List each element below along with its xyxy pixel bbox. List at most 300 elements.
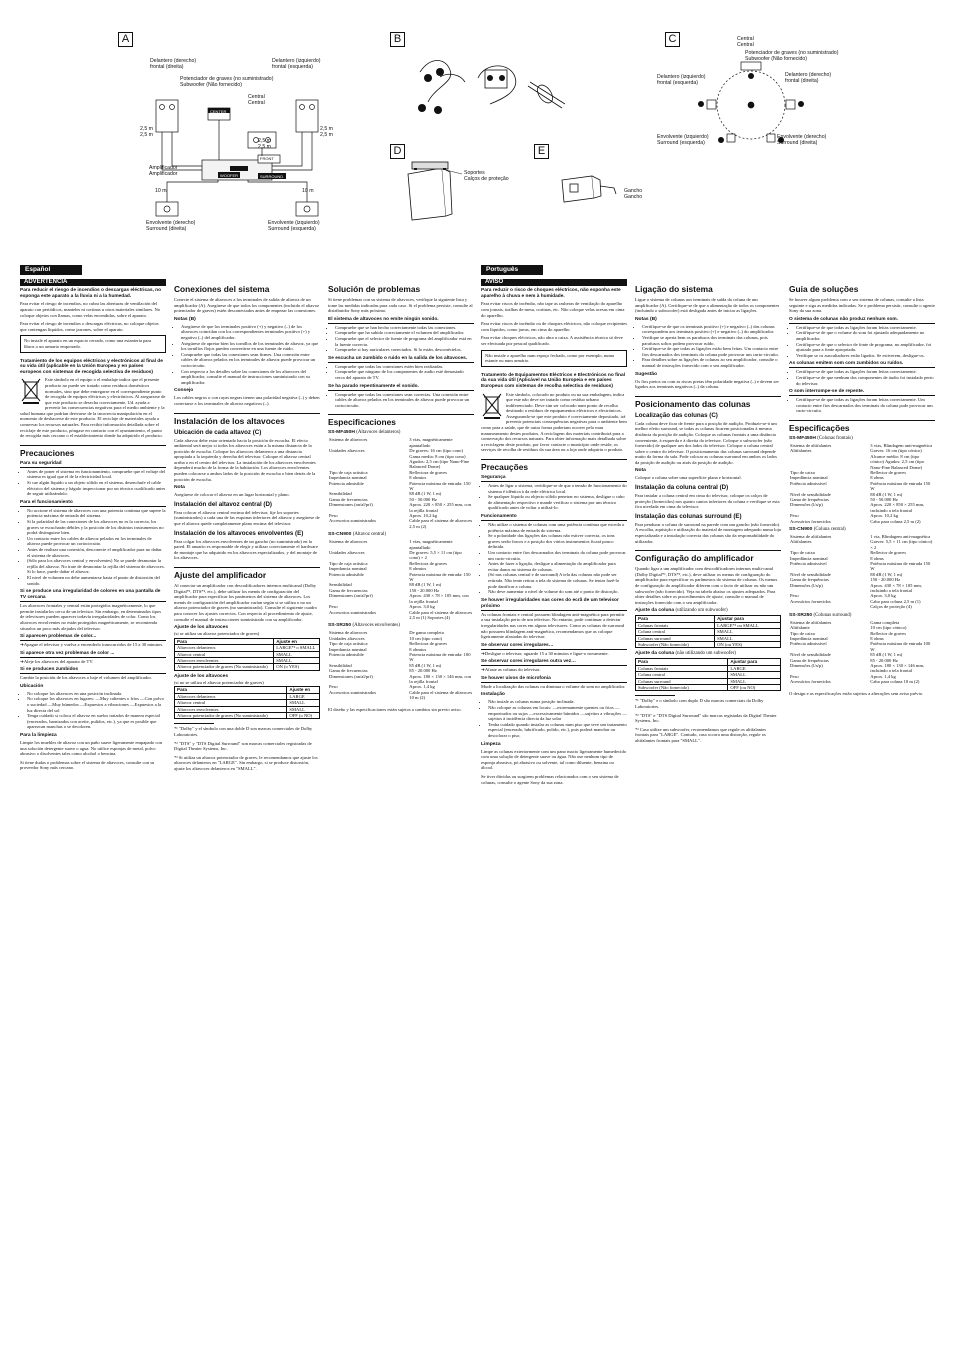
pt-warning-title: AVISO: [481, 279, 627, 287]
es-spec-note: El diseño y las especificaciones están sujetos a cambios sin previo aviso.: [328, 706, 462, 712]
table-row: Impedancia nominal 8 ohmios: [329, 646, 427, 652]
table-row: Altavoces envolventes SMALL: [175, 706, 320, 712]
es-weee-title: Tratamiento de los equipos eléctricos y electrónicos al final de su vida útil (aplicable en la Unión Europea y en países europeos con sistemas de recogida selectiva de residuos): [20, 358, 163, 375]
es-conn-tip-heading: Consejo: [174, 388, 194, 394]
table-row: Gama de frecuencias 85 - 20.000 Hz: [329, 668, 437, 674]
es-warning-box: No instale el aparato en un espacio cerrado, como una estantería para libros o un armario empotrado.: [20, 335, 166, 352]
figure-b-diagram: [390, 32, 590, 142]
pt-spec-sr250-table: [789, 620, 935, 685]
es-warning-p2: Para evitar el riesgo de incendios o descargas eléctricas, no coloque objetos que contengan líquidos, como jarrones, sobre el aparato.: [20, 321, 159, 332]
table-row: Dimensiones (an/al/prf) Aprox. 180 × 130 × 146 mm, con la rejilla frontal: [329, 673, 472, 684]
list-item: • Asegúrese de que los terminales positivo (+) y negativo (–) de los altavoces coincidan con los correspondientes terminales positivo (+) y negativo (–) del amplificador.: [181, 324, 320, 341]
pt-precautions-title: Precauções: [481, 462, 529, 473]
es-installation-title: Instalación de los altavoces: [174, 415, 285, 426]
table-row: Altavoz central SMALL: [175, 651, 320, 657]
pt-warning-p3: Para evitar choques eléctricos, não abra a caixa. A assistência técnica só deve ser efectuada por pessoal qualificado.: [481, 335, 623, 346]
es-spec-mf450h-table: [328, 437, 474, 529]
es-language-label: Español: [20, 265, 82, 275]
pt-amp-table-1: [635, 615, 781, 648]
model-subtitle: (Colunas frontais): [817, 435, 853, 441]
pt-warning-p1: Para evitar riscos de incêndio, não tape as rasheras de ventilação do aparelho com jornais, toalhas de mesa, cortinas, etc. Não coloque velas acesas em cima do aparelho.: [481, 301, 625, 318]
pt-warning-box: Não instale o aparelho num espaço fechado, como por exemplo, numa estante ou num armário.: [481, 350, 627, 367]
list-item: • Compruebe que ninguno de los componentes de audio esté demasiado cerca del aparato de TV.: [335, 369, 474, 380]
list-item: • Certifique-se de que o volume do som foi ajustado adequadamente no amplificador.: [796, 330, 935, 341]
es-prec-safety-heading: Para su seguridad: [20, 461, 166, 468]
pt-language-label: Português: [481, 265, 543, 275]
pt-inst-note-text: Coloque a coluna sobre uma superfície plana e horizontal.: [635, 475, 742, 481]
table-row: Nível de sensibilidade 85 dB (1 W, 1 m): [790, 652, 903, 658]
pt-amp-footnote-2: *² "DTS" e "DTS Digital Surround" são marcas registadas da Digital Theater Systems, Inc.: [635, 712, 777, 724]
pt-cleaning-text-2: Se tiver dúvidas ou surgirem problemas relacionados com o seu sistema de colunas, consulte o agente Sony da sua zona.: [481, 774, 619, 785]
fig-a-front-right-label: Delantero (derecho) frontal (direita): [150, 58, 197, 70]
fig-c-front-right-label: Delantero (derecho) frontal (direita): [785, 72, 832, 84]
list-item: • Se qualquer líquido ou objecto sólido penetrar no sistema, desligue o cabo de alimentação respectivo e mande verificar o sistema por um técnico qualificado antes de voltar a utilizá-lo.: [488, 494, 627, 511]
list-item: • Se a polaridade das ligações das colunas não estiver correcta, os tons graves serão fracos e a posição dos vários instrumentos ficará pouco definida.: [488, 533, 627, 550]
table-row: Impedancia nominal 8 ohmios: [329, 566, 427, 572]
pt-trouble-h3: O som interrompe-se de repente.: [789, 389, 935, 396]
model-subtitle: (Coluna central): [813, 527, 846, 532]
table-row: Sensibilidad 88 dB (1 W, 1 m): [329, 491, 442, 497]
es-amp-table1-subtitle: (si se utiliza un altavoz potenciador de graves): [174, 631, 260, 637]
pt-amp-table2-heading: Ajuste da coluna (não utilizando um subwoofer): [635, 651, 736, 657]
es-column-2: [174, 283, 320, 775]
pt-inst-center-heading: Instalação da coluna central (D): [635, 484, 729, 492]
list-item: • Certifique-se de que todas as ligações estão bem feitas. Um contacto entre fios descarnados dos terminais da coluna pode provocar um curto-circuito.: [642, 346, 781, 357]
es-location-list: [20, 691, 166, 730]
fig-a-amplifier-label: Amplificador Amplificador: [149, 165, 178, 177]
pt-trouble-h1: O sistema de colunas não produz nenhum som.: [789, 317, 935, 324]
es-inst-note-text: Asegúrese de colocar el altavoz en un lugar horizontal y plano.: [174, 492, 290, 498]
table-row: Accesorios suministrados Cable para el sistema de altavoces 2,5 m (2): [329, 518, 473, 529]
table-row: Gama de frequências 150 - 20.000 Hz: [790, 577, 901, 583]
table-row: Altavoces envolventes SMALL: [175, 657, 320, 663]
table-row: Altavoz central SMALL: [175, 700, 320, 706]
table-header: Ajuste en: [287, 687, 320, 693]
es-inst-surround-text: Para colgar los altavoces envolventes de un gancho (no suministrado) en la pared. El anuario es responsable de elegir y utilizar correctamente el hardware de montaje que ha adquirido en los altavoces especializados, y del montaje de los altavoces.: [174, 538, 318, 561]
es-irregularity-text: Los altavoces frontales y central están protegidos magnéticamente, lo que permite instalarlos cerca de un televisor. Sin embargo, en determinados tipos de televisores pueden aparecer todavía irregularidades de color. Como los altavoces envolventes no están protegidos magnéticamente, se recomienda situarlos un poco más alejados del televisor.: [20, 603, 162, 631]
table-row: Dimensões (l/a/p) Aprox. 220 × 850 × 255 mm, incluindo a tela frontal: [790, 502, 925, 513]
figure-c-letter: C: [665, 32, 680, 47]
table-row: Tipo de caixa Reflector de graves: [790, 550, 907, 556]
table-row: Tipo de caja acústica Reflectora de graves: [329, 469, 448, 475]
es-irregularity-t2: ➔Aleje los altavoces del aparato de TV.: [20, 658, 94, 664]
es-amp-footnote-1: *¹ "Dolby" y el símbolo con una doble D son marcas comerciales de Dolby Laboratories.: [174, 726, 313, 737]
table-row: Peso Aprox. 3,0 kg: [329, 604, 435, 610]
fig-a-distance-center: 2,5 m 2,5 m: [258, 138, 271, 150]
es-amp-table-1: [174, 638, 320, 671]
table-row: Potencia admisible Potencia máxima de entrada: 150 W: [329, 571, 471, 583]
fig-a-terminal-front: FRONT: [260, 156, 274, 161]
list-item: • Si la polaridad de las conexiones de los altavoces no es la correcta, los graves se escucharán débiles y la posición de los distintos instrumentos no podrá distinguirse bien.: [27, 519, 166, 536]
table-row: Peso Aprox. 1,4 kg: [329, 684, 435, 690]
list-item: • Compruebe que se han hecho correctamente todas las conexiones.: [335, 325, 474, 331]
list-item: • El nivel de volumen no debe aumentarse hasta el punto de distorsión del sonido.: [27, 575, 166, 586]
fig-a-subwoofer-label: Potenciador de graves (no suministrado) Subwoofer (Não fornecido): [180, 76, 274, 88]
table-row: Tipo de caixa Reflector de graves: [790, 630, 907, 636]
table-row: Peso Aprox. 3,0 kg: [790, 593, 896, 599]
es-cleaning-text-2: Si tiene dudas o problemas sobre el sistema de altavoces, consulte con su proveedor Sony más cercano.: [20, 759, 155, 771]
fig-a-front-left-label: Delantero (izquierdo) frontal (esquerda): [272, 58, 321, 70]
es-conn-notes-heading: Notas (B): [174, 316, 196, 322]
es-spec-sr250-table: [328, 630, 474, 700]
list-item: • Não coloque as colunas em locais: —extremamente quentes ou frios —empoeirados ou sujos —excessivamente húmidos —sujeitos a vibrações —sujeitos à incidência directa da luz solar: [488, 705, 627, 722]
pt-weee-text: Este símbolo, colocado no produto ou na sua embalagem, indica que este não deve ser tratado como resíduo urbano indiferenciado. Deve sim ser colocado num ponto de recolha destinado a resíduos de equipamentos eléctricos e electrónicos. Assegurando-se que este produto é correctamente depositado, irá prevenir potenciais consequências negativas para o ambiente bem como para a saúde, que de outra forma poderiam ocorrer pelo mau manuseamento destes produtos. A reciclagem dos materiais contribuirá para a conservação dos recursos naturais. Para obter informação mais detalhada sobre a reciclagem deste produto, por favor contacte o município onde reside, os serviços de recolha de resíduos da sua área ou a loja onde adquiriu o produto.: [481, 391, 627, 453]
table-row: Colunas surround SMALL: [636, 678, 781, 684]
list-item: • Tenga cuidado si coloca el altavoz en suelos tratados de manera especial (encerados, barnizados con aceite, pulidos, etc.), ya que es posible que aparezcan manchas o se decoloren.: [27, 713, 166, 730]
pt-troubleshooting-intro: Se houver algum problema com o seu sistema de colunas, consulte a lista seguinte e siga as medidas indicadas. Se o problema persistir, consulte o agente Sony da sua zona.: [789, 297, 935, 314]
table-row: Impedância nominal 8 ohms: [790, 475, 884, 481]
table-row: Potência admissível Potência máxima de entrada 100 W: [790, 641, 931, 652]
table-row: Potência admissível Potência máxima de entrada 150 W: [790, 480, 931, 492]
list-item: • Verifique se aperta bem os parafusos dos terminais das colunas, pois parafusos soltos podem provocar ruído.: [642, 335, 781, 346]
table-row: Altavoces delanteros LARGE: [175, 693, 320, 699]
es-inst-location-heading: Ubicación de cada altavoz (C): [174, 428, 262, 436]
es-warning-bold: Para reducir el riesgo de incendios o descargas eléctricas, no exponga este aparato a la lluvia ni a la humedad.: [20, 288, 162, 299]
list-item: • Certifique-se de que o selector de fonte de programa, no amplificador, foi ajustado para a fonte apropriada.: [796, 342, 935, 353]
pt-cleaning-heading: Limpeza: [481, 741, 501, 747]
fig-a-center-label: Central Central: [248, 94, 265, 106]
pt-amplifier-text: Quando ligar a um amplificador com descodificadores internos multi-canal (Dolby Digital*¹, DTS*², etc.), deve utilizar os menus de configuração do amplificador para especificar os parâmetros do sistema de colunas. Os menus de configuração do amplificador diferem com o facto de utilizar ou não um subwoofer (não fornecido). Veja na tabela abaixo os ajustes adequados. Para obter detalhes sobre os procedimentos de ajuste, consulte o manual de instruções fornecido com o seu amplificador.: [635, 566, 778, 605]
es-warning-title: ADVERTENCIA: [20, 279, 166, 287]
es-troubleshooting-title: Solución de problemas: [328, 284, 421, 294]
table-row: Subwoofer (Não fornecido) ON (ou YES): [636, 642, 781, 648]
pt-inst-location-heading: Localização das colunas (C): [635, 411, 718, 419]
list-item: • Certifique-se de que todas as ligações foram feitas correctamente.: [796, 325, 935, 331]
pt-conn-notes-heading: Notas (B): [635, 316, 657, 322]
model-subtitle: (Altavoz central): [352, 532, 387, 538]
list-item: • Tenha cuidado quando instalar as colunas num piso que teve um tratamento especial (encerado, lubrificado, polido, etc.), pois poderá manchar ou descolorar o piso.: [488, 722, 627, 739]
pt-irregularity-text: As colunas frontais e central possuem blindagem anti-magnética para permitir a sua instalação perto de um televisor. No entanto, pode continuar a detectar irregularidades nas cores em alguns televisores. Como as colunas de surround não possuem blindagem anti-magnética, recomendamos que as coloque ligeiramente afastadas do televisor.: [481, 611, 625, 640]
table-row: Coluna central SMALL: [636, 672, 781, 678]
list-item: • Con respecto a los detalles sobre las conexiones de los altavoces del amplificador, consulte el manual de instrucciones suministrado con su amplificador.: [181, 369, 320, 386]
table-row: Colunas frontais LARGE: [636, 665, 781, 671]
es-spec-mf450h-heading: [328, 430, 474, 436]
table-header: Para: [636, 616, 715, 622]
fig-c-surround-left-label: Envolvente (izquierdo) Surround (esquerda): [657, 134, 709, 146]
list-item: • Si cae algún líquido o un objeto sólido en el sistema, desenchufe el cable eléctrico del sistema y hágalo inspeccionar por un técnico cualificado antes de seguir utilizándolo.: [27, 480, 166, 497]
es-amp-table2-title: Ajuste de los altavoces: [174, 673, 229, 679]
pt-irregularity-heading: Se houver irregularidades nas cores do ecrã de um televisor próximo: [481, 598, 627, 611]
list-item: • Compruebe que todas las conexiones sean firmes. Una conexión entre cables de altavoz pelados en los terminales de altavoz puede provocar un cortocircuito.: [181, 352, 320, 369]
es-specifications-title: Especificaciones: [328, 417, 396, 428]
es-conn-tip-text: Los cables negros o con rayas negras tienen una polaridad negativa (–) y deben conectarse a los terminales de altavoz negativos (–).: [174, 395, 320, 406]
table-row: Acessórios fornecidos Cabo para coluna 2,5 m (1) Calços de proteção (4): [790, 598, 921, 610]
figure-e-diagram: [534, 144, 654, 224]
model-name: SS-CN900: [789, 527, 813, 532]
es-spec-cn900-table: [328, 539, 474, 620]
pt-irregularity-t2: ➔Afaste as colunas do televisor.: [481, 667, 541, 673]
es-cleaning-heading: Para la limpieza: [20, 733, 57, 739]
list-item: • Um contacto entre fios descarnados dos terminais da coluna pode provocar um curto-circuito.: [488, 550, 627, 561]
pt-spec-cn900-heading: [789, 527, 935, 533]
table-row: Accesorios suministrados Cable para el sistema de altavoces 10 m (2): [329, 689, 473, 701]
table-row: Sensibilidad 88 dB (1 W, 1 m): [329, 582, 442, 588]
pt-location-heading: Instalação: [481, 692, 505, 698]
list-item: • Compruebe si hay auriculares conectados. Si lo están, desconéctelos.: [335, 347, 474, 353]
pt-trouble-h2: As colunas emitem som com zumbidos ou ruídos.: [789, 361, 935, 368]
es-column-3: [328, 283, 474, 715]
weee-bin-icon: [481, 392, 503, 420]
es-spec-sr250-heading: [328, 623, 474, 629]
figure-d-letter: D: [390, 144, 405, 159]
list-item: • Para detalhes sobre as ligações de colunas ao seu amplificador, consulte o manual de instruções fornecido com o seu amplificador.: [642, 357, 781, 368]
table-row: Sistema de altifalantes 3 vias, Blindagem anti-magnética: [790, 442, 933, 448]
pt-prec-op-list: [481, 522, 627, 595]
table-row: Dimensões (l/a/p) Aprox. 430 × 78 × 105 mm, incluindo a tela frontal: [790, 582, 922, 594]
figure-e-letter: E: [534, 144, 549, 159]
pt-trouble-list-2: [789, 369, 935, 386]
table-row: Nível de sensibilidade 88 dB (1 W, 1 m): [790, 491, 903, 497]
table-row: Altavoces delanteros LARGE*³ o SMALL: [175, 645, 320, 651]
es-inst-note-heading: Nota: [174, 485, 185, 491]
table-header: Para: [175, 638, 274, 644]
es-prec-op-heading: Para el funcionamiento: [20, 500, 166, 507]
table-row: Coluna central SMALL: [636, 629, 781, 635]
pt-troubleshooting-title: Guia de soluções: [789, 284, 859, 294]
pt-conn-notes-list: [635, 324, 781, 369]
table-row: Peso Aprox. 1,4 kg: [790, 673, 896, 679]
table-row: Colunas frontais LARGE*³ ou SMALL: [636, 622, 781, 628]
model-name: SS-MF450H: [328, 430, 355, 436]
table-row: Sistema de altavoces De gama completa: [329, 630, 444, 636]
list-item: • Compruebe que ha subido correctamente el volumen del amplificador.: [335, 330, 474, 336]
es-location-heading: Ubicación: [20, 683, 44, 689]
fig-c-subwoofer-label: Potenciador de graves (no suministrado) Subwoofer (Não fornecido): [745, 50, 839, 62]
table-row: Unidades altavoces De graves: 16 cm (tipo cono) Gama media: 8 cm (tipo cono) Agudos: 2,5 cm (tipo Nano-Fine Balanced Dome): [329, 448, 470, 470]
es-amp-table-2: [174, 686, 320, 719]
pt-inst-surround-text: Para pendurar a coluna de surround na parede com um gancho (não fornecido). A escolha, aquisição e utilização do material de montagem adequado numa loja especializada e a instalação correcta das colunas são da responsabilidade do utilizador.: [635, 521, 781, 544]
es-amp-footnote-2: *² "DTS" y "DTS Digital Surround" son marcas comerciales registradas de Digital Theater Systems, Inc.: [174, 740, 312, 752]
list-item: • Asegúrese de apretar bien los tornillos de los terminales de altavoz, ya que los tornillos flojos pueden convertirse en una fuente de ruido.: [181, 341, 320, 352]
pt-amp-table1-heading: Ajuste da coluna (utilizando um subwoofer): [635, 608, 728, 614]
model-name: SS-SR250: [789, 612, 813, 618]
weee-bin-icon: [20, 377, 42, 405]
list-item: • Compruebe que todas las conexiones sean correctas. Una conexión entre cables de altavoz pelados en los terminales de altavoz puede provocar un cortocircuito.: [335, 392, 474, 409]
pt-howl-heading: Se houver uivos de microfonia: [481, 676, 627, 683]
fig-a-distance-10-right: 10 m: [302, 188, 314, 194]
pt-irregularity-h1: Se observar cores irregulares…: [481, 643, 627, 650]
model-subtitle: (Altavoces envolventes): [352, 623, 400, 629]
list-item: • Certifique-se de que todas as ligações foram feitas correctamente.: [796, 369, 935, 375]
table-row: Impedância nominal 8 ohms: [790, 555, 884, 561]
es-connections-title: Conexiones del sistema: [174, 284, 270, 294]
table-row: Sensibilidad 85 dB (1 W, 1 m): [329, 662, 442, 668]
pt-amp-table-2: [635, 658, 781, 691]
table-row: Tipo de caixa Reflector de graves: [790, 469, 907, 475]
es-spec-cn900-heading: [328, 532, 474, 538]
list-item: • Compruebe que el selector de fuente de programa del amplificador está en la fuente correcta.: [335, 336, 474, 347]
table-header: Ajustar para: [715, 616, 781, 622]
pt-amp-footnote-3: *³ Caso utilize um subwoofer, recomendamos que regule os altifalantes frontais para "LARGE". Contudo, caso ocorra uma distorção, regule os altifalantes frontais para "SMALL".: [635, 726, 767, 743]
table-row: Peso Aprox. 10,2 kg: [329, 513, 438, 518]
es-irregularity-heading: Si se produce una irregularidad de colores en una pantalla de TV cercana: [20, 589, 166, 602]
list-item: • Não deve aumentar o nível de volume do som até o ponto de distorção.: [488, 589, 627, 595]
pt-column-1: [481, 265, 627, 788]
es-irregularity-h1: Si aparecen problemas de color...: [20, 634, 166, 641]
pt-spec-note: O design e as especificações estão sujeitos a alterações sem aviso prévio.: [789, 690, 924, 696]
model-subtitle: (Colunas surround): [813, 612, 852, 618]
list-item: • Compruebe que todas las conexiones estén bien realizadas.: [335, 364, 474, 370]
list-item: • Antes de realizar una conexión, desconecte el amplificador para no dañar el sistema de altavoces.: [27, 547, 166, 558]
table-row: Tipo de caja acústica Reflectora de graves: [329, 641, 448, 647]
table-header: Ajustar para: [728, 659, 781, 665]
table-row: Sistema de altifalantes 1 via, Blindagem anti-magnética: [790, 534, 931, 539]
es-amp-table1-title: Ajuste de los altavoces: [174, 625, 229, 631]
pt-spec-cn900-table: [789, 534, 935, 610]
es-column-1: [20, 265, 166, 774]
pt-column-2: [635, 283, 781, 747]
pt-weee-title: Tratamento de Equipamentos Eléctricos e Electrónicos no final da sua vida útil (Aplicável na União Europeia e em países Europeus com sistemas de recolha selectiva de resíduos): [481, 372, 625, 389]
figure-d-diagram: [390, 144, 530, 224]
table-row: Colunas surround SMALL: [636, 635, 781, 641]
table-row: Acessórios fornecidos Cabo para coluna 10 m (2): [790, 679, 920, 685]
pt-prec-safety-heading: Segurança: [481, 475, 627, 482]
list-item: • Não utilize o sistema de colunas com uma potência contínua que exceda a potência máxima de entrada do sistema.: [488, 522, 627, 533]
table-row: Sistema de altifalantes Gama completa: [790, 619, 900, 625]
es-prec-op-list: [20, 508, 166, 586]
figure-d: [390, 144, 530, 224]
table-row: Unidades altavoces 10 cm (tipo cono): [329, 635, 443, 641]
es-connections-text: Conecte el sistema de altavoces a los terminales de salida de altavoz de un amplificador (A). Asegúrese de que todos los componentes (incluido el altavoz potenciador de graves) estén desconectados antes de empezar las conexiones.: [174, 297, 320, 314]
pt-inst-surround-heading: Instalação das colunas surround (E): [635, 512, 742, 520]
fig-c-front-left-label: Delantero (izquierdo) frontal (esquerda): [657, 74, 706, 86]
pt-trouble-list-3: [789, 397, 935, 414]
table-row: Potência admissível Potência máxima de entrada 150 W: [790, 561, 931, 572]
list-item: • Certifique-se de que nenhum dos componentes de áudio foi instalado perto do televisor.: [796, 375, 935, 386]
table-row: Sistema de altavoces 3 vías, magnéticamente apantallado: [329, 437, 453, 448]
table-row: Gama de frequências 85 - 20.000 Hz: [790, 657, 898, 663]
table-row: Gama de frecuencias 150 - 20.000 Hz: [329, 587, 440, 593]
es-trouble-h1: El sistema de altavoces no emite ningún sonido.: [328, 317, 474, 324]
table-row: Altifalante 10 cm (tipo cónico): [790, 625, 907, 631]
table-row: Potencia admisible Potencia máxima de entrada: 150 W: [329, 480, 471, 491]
list-item: • (Sólo para los altavoces central y envolventes) No se puede desmontar la rejilla del altavoz. No trate de desmontar la rejilla del sistema de altavoces. Si lo hace, puede dañar el altavoz.: [27, 558, 166, 575]
list-item: • Antes de fazer a ligação, desligue a alimentação do amplificador para evitar danos no sistema de colunas.: [488, 561, 627, 572]
table-row: Acessórios fornecidos Cabo para coluna 2,5 m (2): [790, 518, 921, 524]
pt-trouble-list-1: [789, 325, 935, 359]
table-row: Subwoofer (Não fornecido) OFF (ou NO): [636, 685, 781, 691]
figure-c: [657, 32, 895, 152]
table-row: Dimensões (l/a/p) Aprox. 180 × 130 × 146 mm, incluindo a tela frontal: [790, 662, 925, 674]
es-inst-center-text: Para colocar el altavoz central encima del televisor, fije los soportes (suministrados) a cada una de las esquinas inferiores del altavoz y asegúrese de que el altavoz quede completamente plano encima del televisor.: [174, 509, 320, 527]
es-trouble-list-1: [328, 325, 474, 353]
table-row: Altifalantes Graves: 16 cm (tipo cónico) Alcance médio: 8 cm (tipo cónico) Agudos: 2,5 cm (tipo Nano-Fine Balanced Dome): [790, 448, 925, 470]
list-item: • Antes de poner el sistema en funcionamiento, compruebe que el voltaje del sistema es igual que el de la electricidad local.: [27, 469, 166, 480]
pt-installation-title: Posicionamento das colunas: [635, 398, 751, 409]
pt-inst-note-heading: Nota: [635, 468, 646, 474]
pt-inst-location-text: Cada coluna deve ficar de frente para a posição de audição. Produzir-se-á um melhor efeito surround, se todas as colunas ficarem posicionadas à mesma distância da posição de audição. Coloque as colunas frontais a uma distância conveniente, à esquerda e à direita do televisor. Coloque o subwoofer (não fornecido) de qualquer um dos lados do televisor. Coloque a coluna central sobre o centro do televisor. O posicionamento das colunas surround depende muito da forma da sala. Pode colocar as colunas surround em ambos os lados da posição de audição ou atrás da posição de audição.: [635, 420, 777, 465]
model-name: SS-CN900: [328, 532, 352, 538]
fig-a-terminal-surround: SURROUND: [260, 174, 284, 179]
list-item: • No coloque los altavoces en una posición inclinada.: [27, 691, 166, 697]
pt-amp-footnote-1: *¹ "Dolby" e o símbolo com duplo D são marcas comerciais da Dolby Laboratories.: [635, 698, 764, 710]
figure-b: [390, 32, 590, 142]
es-cleaning-text: Limpie los muebles de altavoz con un paño suave ligeramente empapado con una solución detergente suave o agua. No utilice esponjas de metal, polvo abrasivo o disolventes tales como alcohol o bencina.: [20, 740, 162, 757]
table-row: Potencia admisible Potencia máxima de entrada: 100 W: [329, 651, 471, 663]
table-row: Altavoz potenciador de graves (No suministrado) ON (o YES): [175, 664, 320, 670]
table-row: Altifalantes Graves: 5,5 × 11 cm (tipo cónico) × 2: [790, 539, 933, 550]
list-item: • Não instale as colunas numa posição inclinada.: [488, 699, 627, 705]
fig-a-distance-10-left: 10 m: [155, 188, 167, 194]
fig-e-hook-label: Gancho Gancho: [624, 188, 643, 200]
pt-spec-sr250-heading: [789, 613, 935, 619]
pt-specifications-title: Especificações: [789, 422, 850, 433]
table-header: Ajuste en: [274, 638, 320, 644]
pt-spec-mf450h-table: [789, 443, 935, 524]
list-item: • No accione el sistema de altavoces con una potencia continua que supere la potencia máxima de entrada del sistema.: [27, 508, 166, 519]
pt-prec-op-heading: Funcionamento: [481, 514, 627, 521]
table-row: Tipo de caja acústica Reflectora de graves: [329, 560, 448, 566]
es-howl-text: Cambie la posición de los altavoces o baje el volumen del amplificador.: [20, 675, 152, 681]
table-row: Altavoz potenciador de graves (No suministrado) OFF (o NO): [175, 713, 320, 719]
fig-a-surround-left-label: Envolvente (izquierdo) Surround (esquerda): [268, 220, 320, 232]
pt-prec-safety-list: [481, 483, 627, 511]
pt-warning-p2: Para evitar riscos de incêndio ou de choques eléctricos, não coloque recipientes com líquidos, como jarras, em cima do aparelho.: [481, 321, 627, 332]
pt-connections-title: Ligação do sistema: [635, 284, 713, 294]
es-conn-notes-list: [174, 324, 320, 386]
es-trouble-h3: Se ha parado repentinamente el sonido.: [328, 384, 474, 391]
es-trouble-list-3: [328, 392, 474, 409]
list-item: • No coloque los altavoces en lugares: —Muy calientes o fríos —Con polvo o suciedad —Muy húmedos —Expuestos a vibraciones —Expuestos a la luz directa del sol: [27, 696, 166, 713]
pt-spec-mf450h-heading: [789, 436, 935, 442]
table-row: Gama de frequências 50 - 50.000 Hz: [790, 496, 898, 502]
pt-amplifier-title: Configuração do amplificador: [635, 553, 754, 564]
pt-connections-text: Ligue o sistema de colunas aos terminais de saída da coluna de um amplificador (A). Certifique-se de que a alimentação de todos os componentes (incluindo o subwoofer) está desligada antes de iniciar as ligações.: [635, 297, 780, 314]
es-amp-footnote-3: *³ Si utiliza un altavoz potenciador de graves, le recomendamos que ajuste los altavoces delanteros en "LARGE". Sin embargo, si se produce distorsión, ajuste los altavoces delanteros en "SMALL".: [174, 754, 318, 771]
pt-cleaning-text: Limpe as colunas exteriormente com um pano macio ligeiramente humedecido com uma solução de detergente suave ou água. Não use nenhum tipo de esponja abrasiva, pó abrasivo ou solvente, tal como diluente, benzina ou álcool.: [481, 748, 627, 771]
fig-a-terminal-center: CENTER: [210, 109, 227, 114]
es-amplifier-text: Al conectar un amplificador con descodificadores internos multicanal (Dolby Digital*¹, DTS*², etc.), debe utilizar los menús de configuración del amplificador para especificar los parámetros del sistema de altavoces. Los menús de configuración del amplificador varían según si se utiliza o no un altavoz potenciador de graves (no suministrado). Consulte el siguiente cuadro para conocer los ajustes correctos. Con respecto al procedimiento de ajuste, consulte el manual de instrucciones suministrado con su amplificador.: [174, 583, 317, 622]
pt-conn-tip-heading: Sugestão: [635, 371, 658, 377]
es-inst-location-text: Cada altavoz debe estar orientado hacia la posición de escucha. El efecto ambiental será mejor si todos los altavoces están a la misma distancia de la posición de escucha. Coloque los altavoces delanteros a una distancia apropiada a la izquierda y derecha del televisor. Coloque el altavoz central arriba o en el centro del televisor. La instalación de los altavoces envolventes dependerá mucho de la forma de la habitación. Los altavoces envolventes pueden colocarse a ambos lados de la posición de escucha o bien detrás de la posición de escucha.: [174, 437, 316, 482]
es-trouble-h2: Se escucha un zumbido o ruido en la salida de los altavoces.: [328, 356, 474, 363]
table-row: Sistema de altavoces 1 vías, magnéticamente apantallado: [329, 539, 453, 550]
table-header: Para: [636, 659, 728, 665]
figure-b-letter: B: [390, 32, 405, 47]
pt-irregularity-h2: Se observar cores irregulares outra vez…: [481, 659, 627, 666]
pt-warning-bold: Para reduzir o risco de choques eléctricos, não exponha este aparelho à chuva e nem à humidade.: [481, 288, 621, 299]
fig-a-terminal-woofer: WOOFER: [220, 173, 238, 178]
table-header: Para: [175, 687, 287, 693]
fig-a-surround-right-label: Envolvente (derecho) Surround (direita): [146, 220, 196, 232]
figure-a: [118, 32, 358, 264]
figure-a-letter: A: [118, 32, 133, 47]
model-name: SS-SR250: [328, 623, 352, 629]
es-amp-table2-subtitle: (si no se utiliza el altavoz potenciador de graves): [174, 679, 264, 685]
table-row: Nível de sensibilidade 88 dB (1 W, 1 m): [790, 571, 903, 577]
es-irregularity-h2: Si aparece otra vez problemas de color ...: [20, 651, 166, 658]
table-row: Peso Aprox. 10,2 kg: [790, 513, 899, 519]
list-item: • Verifique se os auscultadores estão ligados. Se estiverem, desligue-os.: [796, 353, 935, 359]
table-row: Accesorios suministrados Cable para el sistema de altavoces 2,5 m (1) Soportes (4): [329, 609, 473, 620]
pt-irregularity-t1: ➔Desligue o televisor, aguarde 15 a 30 minutos e ligue-o novamente.: [481, 650, 609, 656]
es-prec-safety-list: [20, 469, 166, 497]
es-warning-p1: Para evitar el riesgo de incendios, no cubra las aberturas de ventilación del aparato con periódicos, manteles ni cortinas u otros materiales similares. No coloque objetos con llamas, como velas encendidas, sobre el aparato.: [20, 301, 161, 318]
list-item: • (Só nas colunas central e de surround) A tela das colunas não pode ser retirada. Não tente retirar a tela do sistema de colunas. Se tentar fazê-lo pode danificar a coluna.: [488, 572, 627, 589]
es-precautions-title: Precauciones: [20, 447, 75, 458]
table-row: Dimensiones (an/al/prf) Aprox. 430 × 78 × 105 mm, con la rejilla frontal: [329, 593, 469, 604]
table-row: Impedância nominal 8 ohms: [790, 635, 884, 641]
es-howl-heading: Si se producen zumbidos: [20, 667, 166, 674]
list-item: • Antes de ligar o sistema, certifique-se de que a tensão de funcionamento do sistema é idêntica à da rede eléctrica local.: [488, 483, 627, 494]
fig-c-surround-right-label: Envolvente (derecho) Surround (direita): [777, 134, 827, 146]
model-name: SS-MF450H: [789, 435, 816, 441]
list-item: • Un contacto entre los cables de altavoz pelados en los terminales de altavoz puede provocar un cortocircuito.: [27, 536, 166, 547]
fig-a-distance-right: 2,5 m 2,5 m: [320, 126, 333, 138]
pt-howl-text: Mude a localização das colunas ou diminua o volume do som no amplificador.: [481, 683, 626, 689]
es-trouble-list-2: [328, 364, 474, 381]
fig-d-supports-label: Soportes Calços de proteção: [464, 170, 509, 182]
